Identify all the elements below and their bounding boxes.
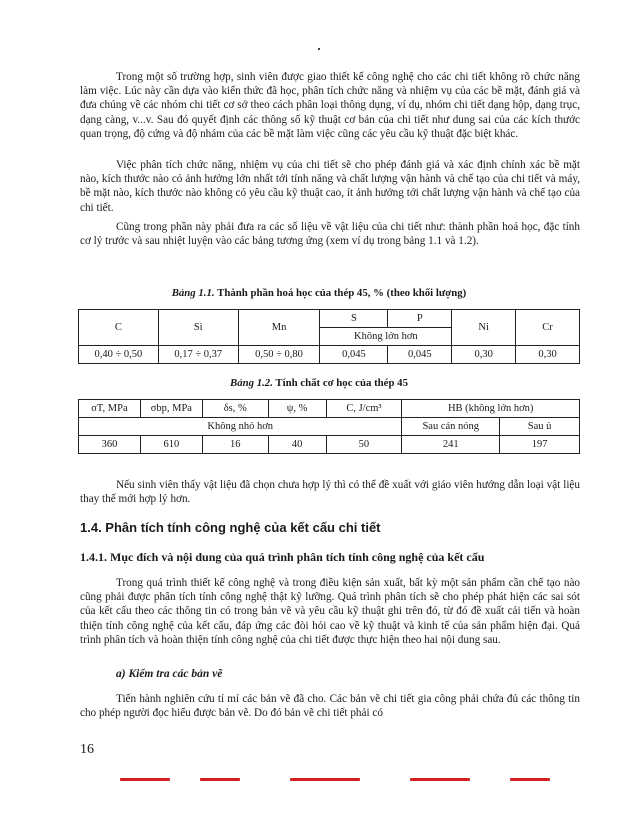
- subheader-hot-rolled: Sau cán nóng: [402, 418, 500, 436]
- header-elongation: δs, %: [202, 400, 268, 418]
- table-2-label: Bảng 1.2.: [230, 377, 273, 389]
- scan-speck: [318, 48, 320, 50]
- table-cell: 0,30: [516, 346, 580, 364]
- table-1-caption: [0, 287, 638, 299]
- header-tensile: σbp, MPa: [140, 400, 202, 418]
- subsection-heading: 1.4.1. Mục đích và nội dung của quá trình phân tích tính công nghệ của kết cấu: [80, 550, 485, 564]
- subheader-annealed: Sau ủ: [500, 418, 580, 436]
- paragraph-2: Việc phân tích chức năng, nhiệm vụ của chi tiết sẽ cho phép đánh giá và xác định chính xác bề mặt nào, kích thước nào có ảnh hưởng lớn nhất tới tính năng và chất lượng vận hành và chế tạo của chi tiết và máy, bề mặt nào, kích thước nào không có yêu cầu kỹ thuật cao, ít ảnh hưởng tới chất lượng vận hành và chế tạo của chi tiết.: [80, 159, 580, 214]
- table-cell: 610: [140, 436, 202, 454]
- header-c: C: [79, 310, 159, 346]
- table-cell: 0,30: [452, 346, 516, 364]
- table-cell: 197: [500, 436, 580, 454]
- table-cell: 0,045: [320, 346, 388, 364]
- table-cell: 0,50 ÷ 0,80: [238, 346, 320, 364]
- table-2-caption: [0, 377, 638, 389]
- table-1-label: Bảng 1.1.: [171, 287, 215, 299]
- header-reduction: ψ, %: [268, 400, 326, 418]
- table-1-chemical-composition: [78, 309, 580, 364]
- table-cell: 241: [402, 436, 500, 454]
- header-hardness: HB (không lớn hơn): [402, 400, 580, 418]
- subheader-max: Không lớn hơn: [320, 328, 452, 346]
- table-cell: 0,045: [388, 346, 452, 364]
- scan-red-marks: [80, 778, 580, 786]
- page-number: 16: [80, 742, 94, 757]
- section-heading: 1.4. Phân tích tính công nghệ của kết cấu chi tiết: [80, 520, 381, 535]
- header-si: Si: [158, 310, 238, 346]
- header-yield: σT, MPa: [79, 400, 141, 418]
- header-s: S: [320, 310, 388, 328]
- table-cell: 50: [326, 436, 402, 454]
- header-p: P: [388, 310, 452, 328]
- table-cell: 40: [268, 436, 326, 454]
- subheader-min: Không nhỏ hơn: [79, 418, 402, 436]
- table-2-title: Tính chất cơ học của thép 45: [275, 377, 408, 389]
- table-2-mechanical-properties: [78, 399, 580, 454]
- paragraph-1: Trong một số trường hợp, sinh viên được giao thiết kế công nghệ cho các chi tiết không rõ chức năng làm việc. Lúc này cần dựa vào kiến thức đã học, phân tích chức năng và nhiệm vụ của các bề mặt, đánh giá và đưa chúng về các nhóm chi tiết cơ sở theo cách phân loại thông dụng, ví dụ, nhóm chi tiết dạng hộp, dạng trục, dạng càng, v...v. Sau đó quyết định các thông số kỹ thuật cơ bản của chi tiết như dung sai của các kích thước quan trọng, độ cứng và độ nhám của các bề mặt làm việc cũng các yêu cầu kỹ thuật đặc biệt khác.: [80, 71, 580, 140]
- paragraph-6: Tiến hành nghiên cứu tỉ mỉ các bản vẽ đã cho. Các bản vẽ chi tiết gia công phải chứa đủ các thông tin cho phép người đọc hiểu được bản vẽ. Do đó bản vẽ chi tiết phải có: [80, 693, 580, 720]
- header-impact: C, J/cm³: [326, 400, 402, 418]
- paragraph-5: Trong quá trình thiết kế công nghệ và trong điều kiện sản xuất, bất kỳ một sản phẩm cần chế tạo nào cũng phải được phân tích tính công nghệ thật kỹ lưỡng. Quá trình phân tích sẽ cho phép phát hiện các sai sót của kết cấu theo các thông tin có trong bản vẽ và yêu cầu kỹ thuật ghi trên đó, từ đó đề xuất cải tiến và hoàn thiện tính công nghệ của kết cấu, đáp ứng các đòi hỏi cao về kỹ thuật và kinh tế của sản phẩm hiện đại. Quá trình phân tích và hoàn thiện tính công nghệ của chi tiết được thực hiện theo hai nội dung sau.: [80, 577, 580, 646]
- table-1-title: Thành phần hoá học của thép 45, % (theo khối lượng): [217, 287, 467, 299]
- paragraph-4: Nếu sinh viên thấy vật liệu đã chọn chưa hợp lý thì có thể đề xuất với giáo viên hướng dẫn loại vật liệu thay thế mới hợp lý hơn.: [80, 479, 580, 506]
- table-cell: 0,40 ÷ 0,50: [79, 346, 159, 364]
- header-cr: Cr: [516, 310, 580, 346]
- table-cell: 16: [202, 436, 268, 454]
- paragraph-3: Cũng trong phần này phải đưa ra các số liệu về vật liệu của chi tiết như: thành phần hoá học, đặc tính cơ lý trước và sau nhiệt luyện vào các bảng tương ứng (xem ví dụ trong bảng 1.1 và 1.2).: [80, 221, 580, 248]
- table-cell: 360: [79, 436, 141, 454]
- table-cell: 0,17 ÷ 0,37: [158, 346, 238, 364]
- header-mn: Mn: [238, 310, 320, 346]
- header-ni: Ni: [452, 310, 516, 346]
- item-a-heading: a) Kiểm tra các bản vẽ: [116, 668, 223, 680]
